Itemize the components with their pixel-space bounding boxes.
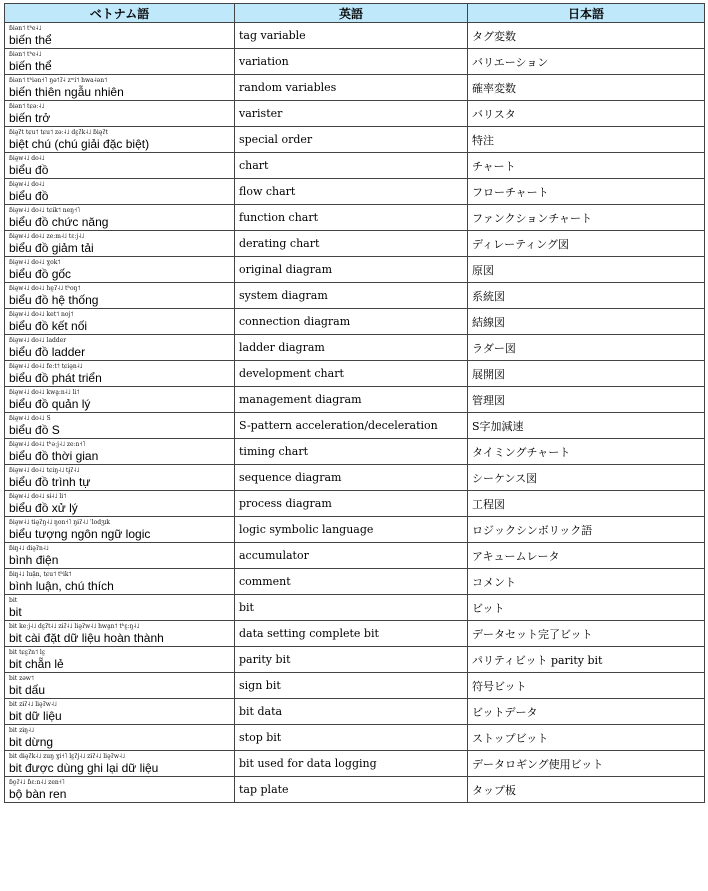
vietnamese-term: bit cài đặt dữ liệu hoàn thành xyxy=(9,630,164,645)
english-term: S-pattern acceleration/deceleration xyxy=(235,413,468,439)
pronunciation-text: ɓiən˦ tɕəː˨˩ xyxy=(9,102,45,110)
pronunciation-text: ɓiə̰w˨˩ do˨˩ xyxy=(9,180,45,188)
table-row xyxy=(5,569,705,595)
pronunciation-text: bit dɨə̰ʔk˨˩ zuŋ ɣi˧˥ lɛ̰ʔj˨˩ zɨʔ˨˩ liə̰ʔw˨˩ xyxy=(9,752,125,760)
table-row xyxy=(5,543,705,569)
pronunciation-text: ɓiə̰w˨˩ do˨˩ feːt˦ tɕiə̰n˨˩ xyxy=(9,362,83,370)
english-term: parity bit xyxy=(235,647,468,673)
vietnamese-term: biểu tượng ngôn ngữ logic xyxy=(9,526,151,541)
english-term: derating chart xyxy=(235,231,468,257)
vietnamese-cell xyxy=(5,751,235,777)
japanese-term: 確率変数 xyxy=(468,75,705,101)
japanese-term: タグ変数 xyxy=(468,23,705,49)
vietnamese-term: biểu đồ phát triển xyxy=(9,370,102,385)
table-row xyxy=(5,439,705,465)
vietnamese-cell xyxy=(5,543,235,569)
table-row xyxy=(5,23,705,49)
japanese-term: 符号ビット xyxy=(468,673,705,699)
header-japanese: 日本語 xyxy=(468,4,705,23)
glossary-table xyxy=(4,3,705,803)
vietnamese-term: biểu đồ thời gian xyxy=(9,448,99,463)
vietnamese-cell xyxy=(5,621,235,647)
vietnamese-cell xyxy=(5,725,235,751)
japanese-term: ロジックシンボリック語 xyxy=(468,517,705,543)
table-row xyxy=(5,127,705,153)
vietnamese-cell xyxy=(5,439,235,465)
vietnamese-term: bộ bàn ren xyxy=(9,786,67,801)
pronunciation-text: bit tɕɛ̰ʔn˦ lɛ̰ xyxy=(9,648,45,656)
table-row xyxy=(5,101,705,127)
english-term: bit xyxy=(235,595,468,621)
vietnamese-cell xyxy=(5,595,235,621)
vietnamese-cell xyxy=(5,127,235,153)
vietnamese-term: biểu đồ quản lý xyxy=(9,396,91,411)
vietnamese-cell xyxy=(5,153,235,179)
pronunciation-text: ɓiə̰w˨˩ do˨˩ S xyxy=(9,414,51,422)
english-term: process diagram xyxy=(235,491,468,517)
table-row xyxy=(5,595,705,621)
english-term: logic symbolic language xyxy=(235,517,468,543)
vietnamese-cell xyxy=(5,777,235,803)
pronunciation-text: ɓiŋ˨˩ luận, tɕu˦ tʰik˦ xyxy=(9,570,72,578)
vietnamese-term: biểu đồ xyxy=(9,162,49,177)
table-row xyxy=(5,491,705,517)
english-term: special order xyxy=(235,127,468,153)
table-row xyxy=(5,387,705,413)
pronunciation-text: ɓiə̰ʔt tɕu˦ tɕu˦ zəː˨˩ dɛ̰ʔk˨˩ ɓiə̰ʔt xyxy=(9,128,108,136)
english-term: system diagram xyxy=(235,283,468,309)
pronunciation-text: bit zəw˦ xyxy=(9,674,34,682)
english-term: varister xyxy=(235,101,468,127)
vietnamese-term: biểu đồ S xyxy=(9,422,60,437)
vietnamese-cell xyxy=(5,517,235,543)
pronunciation-text: ɓiə̰w˨˩ do˨˩ hḛʔ˨˩ tʰoŋ˦ xyxy=(9,284,81,292)
pronunciation-text: ɓiə̰w˨˩ do˨˩ xyxy=(9,154,45,162)
table-row xyxy=(5,777,705,803)
japanese-term: シーケンス図 xyxy=(468,465,705,491)
vietnamese-term: biểu đồ xử lý xyxy=(9,500,78,515)
vietnamese-cell xyxy=(5,101,235,127)
vietnamese-cell xyxy=(5,75,235,101)
vietnamese-term: bit xyxy=(9,604,22,619)
english-term: chart xyxy=(235,153,468,179)
pronunciation-text: ɓiə̰w˨˩ do˨˩ tɕiŋ˨˩ tɨ̰ʔ˨˩ xyxy=(9,466,80,474)
pronunciation-text: ɓiŋ˨˩ diə̰ʔn˨˩ xyxy=(9,544,49,552)
header-english: 英語 xyxy=(235,4,468,23)
pronunciation-text: ɓiən˦ tʰiən˧˥ ŋə˦ʔ˨ zʷi˦ hwa˨ən˦ xyxy=(9,76,108,84)
japanese-term: ラダー図 xyxy=(468,335,705,361)
pronunciation-text: ɓiə̰w˨˩ do˨˩ zeːm˨˩ tɛːj˨˩ xyxy=(9,232,85,240)
english-term: ladder diagram xyxy=(235,335,468,361)
vietnamese-cell xyxy=(5,413,235,439)
japanese-term: アキュームレータ xyxy=(468,543,705,569)
table-row xyxy=(5,231,705,257)
pronunciation-text: ɓiə̰w˨˩ do˨˩ tɕɨk˦ neŋ˧˥ xyxy=(9,206,80,214)
vietnamese-term: bit chẵn lẻ xyxy=(9,656,64,671)
vietnamese-cell xyxy=(5,335,235,361)
japanese-term: ビットデータ xyxy=(468,699,705,725)
japanese-term: S字加減速 xyxy=(468,413,705,439)
table-row xyxy=(5,699,705,725)
vietnamese-cell xyxy=(5,699,235,725)
pronunciation-text: ɓiə̰w˨˩ tɨə̰ʔŋ˨˩ ŋon˧˥ ŋɨʔ˨˩ ˈlodʒɪk xyxy=(9,518,111,526)
table-body xyxy=(5,23,705,803)
japanese-term: パリティビット parity bit xyxy=(468,647,705,673)
vietnamese-term: bình điện xyxy=(9,552,59,567)
table-row xyxy=(5,49,705,75)
pronunciation-text: ɓiə̰w˨˩ do˨˩ ladder xyxy=(9,336,67,344)
table-row xyxy=(5,309,705,335)
english-term: flow chart xyxy=(235,179,468,205)
japanese-term: バリスタ xyxy=(468,101,705,127)
japanese-term: タップ板 xyxy=(468,777,705,803)
japanese-term: 特注 xyxy=(468,127,705,153)
vietnamese-term: biểu đồ hệ thống xyxy=(9,292,99,307)
japanese-term: 工程図 xyxy=(468,491,705,517)
vietnamese-term: bit dừng xyxy=(9,734,54,749)
pronunciation-text: ɓiə̰w˨˩ do˨˩ tʰəːj˨˩ zeːn˧˥ xyxy=(9,440,86,448)
japanese-term: フローチャート xyxy=(468,179,705,205)
vietnamese-term: biểu đồ xyxy=(9,188,49,203)
vietnamese-term: biểu đồ chức năng xyxy=(9,214,109,229)
japanese-term: 管理図 xyxy=(468,387,705,413)
vietnamese-term: biệt chú (chú giải đặc biệt) xyxy=(9,136,150,151)
pronunciation-text: ɓiə̰w˨˩ do˨˩ sɨ˨˩ li˦ xyxy=(9,492,67,500)
english-term: variation xyxy=(235,49,468,75)
english-term: comment xyxy=(235,569,468,595)
table-row xyxy=(5,153,705,179)
english-term: sequence diagram xyxy=(235,465,468,491)
vietnamese-term: bit được dùng ghi lại dữ liệu xyxy=(9,760,159,775)
vietnamese-term: biểu đồ giảm tải xyxy=(9,240,94,255)
table-row xyxy=(5,413,705,439)
vietnamese-term: biểu đồ kết nối xyxy=(9,318,88,333)
vietnamese-cell xyxy=(5,647,235,673)
japanese-term: チャート xyxy=(468,153,705,179)
table-row xyxy=(5,647,705,673)
vietnamese-cell xyxy=(5,673,235,699)
pronunciation-text: ɓo̰ʔ˨˩ ɓɛːn˨˩ zen˧˥ xyxy=(9,778,65,786)
pronunciation-text: ɓiə̰w˨˩ do˨˩ ɣok˦ xyxy=(9,258,61,266)
vietnamese-cell xyxy=(5,361,235,387)
english-term: sign bit xyxy=(235,673,468,699)
table-row xyxy=(5,257,705,283)
pronunciation-text: bit keːj˨˩ dɛ̰ʔt˨˩ zɨʔ˨˩ liə̰ʔw˨˩ hwa̰n˦ tʰɛ̰ːŋ˨˩ xyxy=(9,622,140,630)
vietnamese-cell xyxy=(5,179,235,205)
japanese-term: 結線図 xyxy=(468,309,705,335)
english-term: accumulator xyxy=(235,543,468,569)
pronunciation-text: bit zɨʔ˨˩ liə̰ʔw˨˩ xyxy=(9,700,57,708)
header-vietnamese: ベトナム語 xyxy=(5,4,235,23)
table-row xyxy=(5,361,705,387)
english-term: tag variable xyxy=(235,23,468,49)
table-row xyxy=(5,673,705,699)
vietnamese-term: biến thể xyxy=(9,32,52,47)
vietnamese-term: bit dấu xyxy=(9,682,46,697)
vietnamese-cell xyxy=(5,283,235,309)
japanese-term: 原図 xyxy=(468,257,705,283)
vietnamese-cell xyxy=(5,309,235,335)
vietnamese-cell xyxy=(5,387,235,413)
japanese-term: ストップビット xyxy=(468,725,705,751)
vietnamese-term: biểu đồ ladder xyxy=(9,344,86,359)
table-row xyxy=(5,751,705,777)
vietnamese-term: biến thiên ngẫu nhiên xyxy=(9,84,124,99)
table-row xyxy=(5,75,705,101)
table-row xyxy=(5,517,705,543)
japanese-term: タイミングチャート xyxy=(468,439,705,465)
pronunciation-text: bit xyxy=(9,596,18,604)
vietnamese-term: bình luận, chú thích xyxy=(9,578,114,593)
vietnamese-cell xyxy=(5,231,235,257)
english-term: random variables xyxy=(235,75,468,101)
english-term: tap plate xyxy=(235,777,468,803)
english-term: original diagram xyxy=(235,257,468,283)
pronunciation-text: ɓiə̰w˨˩ do˨˩ ket˦ noj˦ xyxy=(9,310,74,318)
japanese-term: ファンクションチャート xyxy=(468,205,705,231)
table-row xyxy=(5,725,705,751)
english-term: development chart xyxy=(235,361,468,387)
english-term: bit used for data logging xyxy=(235,751,468,777)
vietnamese-cell xyxy=(5,257,235,283)
vietnamese-cell xyxy=(5,491,235,517)
english-term: stop bit xyxy=(235,725,468,751)
vietnamese-cell xyxy=(5,205,235,231)
vietnamese-cell xyxy=(5,23,235,49)
japanese-term: ビット xyxy=(468,595,705,621)
table-row xyxy=(5,465,705,491)
japanese-term: データロギング使用ビット xyxy=(468,751,705,777)
vietnamese-cell xyxy=(5,49,235,75)
english-term: connection diagram xyxy=(235,309,468,335)
pronunciation-text: ɓiə̰w˨˩ do˨˩ kwa̰ːn˨˩ li˦ xyxy=(9,388,80,396)
vietnamese-term: biến trở xyxy=(9,110,51,125)
japanese-term: 展開図 xyxy=(468,361,705,387)
vietnamese-cell xyxy=(5,465,235,491)
table-row xyxy=(5,179,705,205)
vietnamese-term: biểu đồ gốc xyxy=(9,266,72,281)
table-row xyxy=(5,621,705,647)
japanese-term: コメント xyxy=(468,569,705,595)
table-row xyxy=(5,205,705,231)
japanese-term: 系統図 xyxy=(468,283,705,309)
header-row xyxy=(5,4,705,23)
table-row xyxy=(5,283,705,309)
vietnamese-cell xyxy=(5,569,235,595)
japanese-term: データセット完了ビット xyxy=(468,621,705,647)
japanese-term: ディレーティング図 xyxy=(468,231,705,257)
japanese-term: バリエーション xyxy=(468,49,705,75)
pronunciation-text: bit zɨŋ˨˩ xyxy=(9,726,34,734)
vietnamese-term: biểu đồ trình tự xyxy=(9,474,91,489)
table-header xyxy=(5,4,705,23)
table-row xyxy=(5,335,705,361)
english-term: function chart xyxy=(235,205,468,231)
pronunciation-text: ɓiən˦ tʰe˨˩ xyxy=(9,50,42,58)
english-term: timing chart xyxy=(235,439,468,465)
vietnamese-term: biến thể xyxy=(9,58,52,73)
english-term: bit data xyxy=(235,699,468,725)
pronunciation-text: ɓiən˦ tʰe˨˩ xyxy=(9,24,42,32)
vietnamese-term: bit dữ liệu xyxy=(9,708,62,723)
english-term: data setting complete bit xyxy=(235,621,468,647)
english-term: management diagram xyxy=(235,387,468,413)
